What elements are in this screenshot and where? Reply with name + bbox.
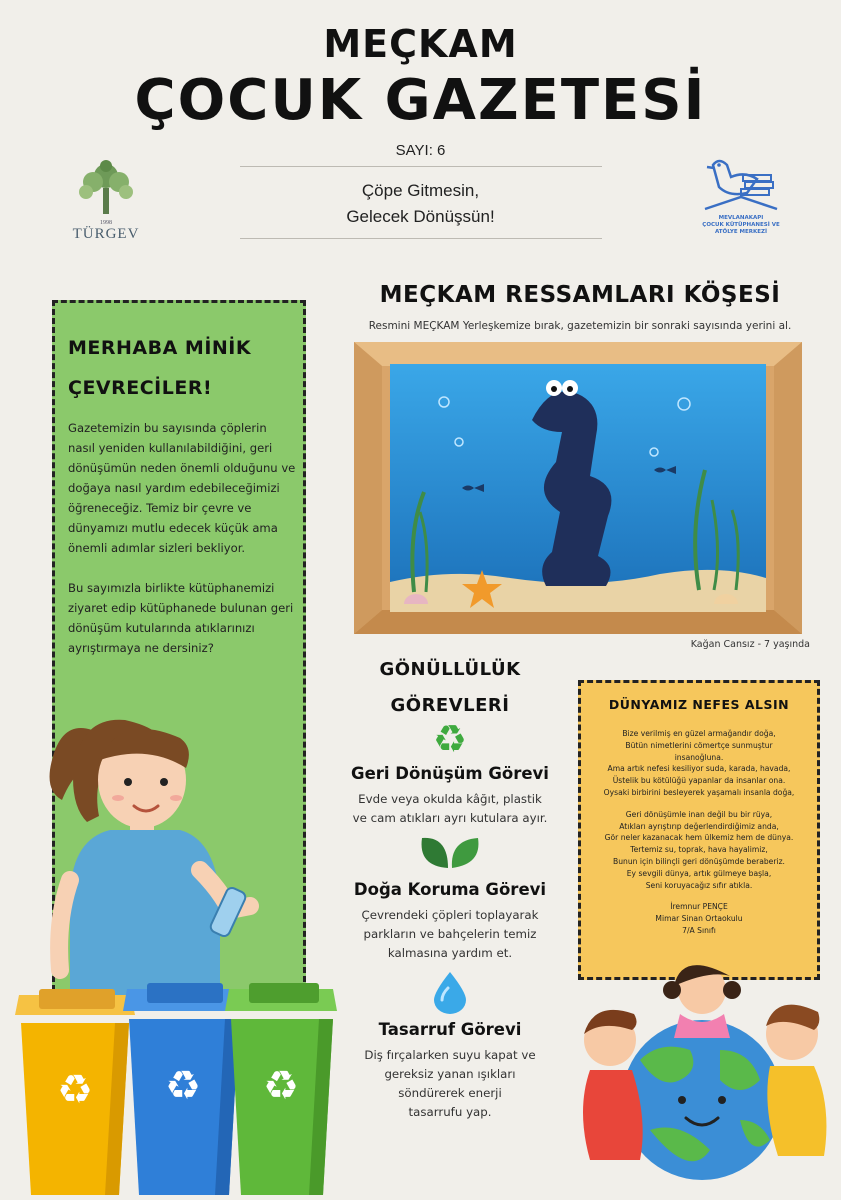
task-saving-title: Tasarruf Görevi <box>378 1020 522 1039</box>
library-name-line-1: MEVLANAKAPI <box>718 215 764 221</box>
recycle-icon: ♻ <box>263 1063 299 1109</box>
volunteer-title-line-2: GÖREVLERİ <box>390 695 510 716</box>
girl-illustration <box>30 700 260 1010</box>
task-recycling-line-2: ve cam atıkları ayrı kutulara ayır. <box>352 811 548 825</box>
library-name-line-2: ÇOCUK KÜTÜPHANESİ VE <box>702 222 780 228</box>
poem-stanza-1 <box>588 728 810 799</box>
library-name <box>695 215 787 236</box>
poem-line: Atıkları ayrıştırıp değerlendirdiğimiz anda, <box>619 821 779 831</box>
greeting-body <box>68 418 296 678</box>
poem-stanza-2 <box>588 809 810 892</box>
greeting-title <box>68 328 288 408</box>
greeting-paragraph-2: Bu sayımızla birlikte kütüphanemizi ziyaret edip kütüphanede bulunan geri dönüşüm kutularında atıklarınızı ayrıştırmaya ne dersiniz? <box>68 581 294 655</box>
poem-line: Üstelik bu kötülüğü yapanlar da insanlar ona. <box>612 776 786 786</box>
poem-line: insanoğluna. <box>674 752 724 762</box>
greeting-paragraph-1: Gazetemizin bu sayısında çöplerin nasıl yeniden kullanılabildiğini, geri dönüşümün neden önemli olduğunu ve doğaya nasıl yardım edebileceğimizi öğreneceğiz. Temiz bir çevre ve dünyamızı mutlu edecek küçük ama önemli adımlar sizleri bekliyor. <box>68 421 296 555</box>
recycle-icon: ♻ <box>165 1063 201 1109</box>
masthead-title-main: ÇOCUK GAZETESİ <box>134 68 707 133</box>
poem-line: Tertemiz su, toprak, hava hayalimiz, <box>630 845 768 855</box>
task-recycling-title: Geri Dönüşüm Görevi <box>351 764 549 783</box>
poem-author <box>588 901 810 936</box>
poem-line: Ama artık nefesi kesiliyor suda, karada, havada, <box>607 764 791 774</box>
poem-line: Ey sevgili dünya, artık gülmeye başla, <box>626 868 772 878</box>
turgev-name: TÜRGEV <box>72 226 140 242</box>
recycle-icon: ♻ <box>432 717 468 761</box>
task-nature-desc <box>320 906 580 963</box>
poem-line: Bize verilmiş en güzel armağandır doğa, <box>622 729 776 738</box>
turgev-year: 1998 <box>100 220 112 226</box>
task-saving-line-3: söndürerek enerji <box>398 1086 502 1100</box>
poem-line: Oysaki birbirini besleyerek yaşamalı insanla doğa, <box>603 787 795 797</box>
greeting-title-line-1: MERHABA MİNİK <box>68 337 252 359</box>
seagull-books-icon <box>695 155 787 211</box>
tree-icon <box>66 158 146 216</box>
masthead-title-top: MEÇKAM <box>323 22 518 66</box>
recycle-icon: ♻ <box>57 1067 93 1113</box>
poem-author-name: İremnur PENÇE <box>670 902 728 912</box>
task-nature-line-1: Çevrendeki çöpleri toplayarak <box>361 908 539 922</box>
poem-author-school: Mimar Sinan Ortaokulu <box>655 914 743 924</box>
task-nature-title: Doğa Koruma Görevi <box>353 880 547 899</box>
poem-line: Gör neler kazanacak hem ülkemiz hem de dünya. <box>604 833 794 843</box>
artists-title: MEÇKAM RESSAMLARI KÖŞESİ <box>379 282 781 308</box>
volunteer-title <box>330 652 570 724</box>
volunteer-title-line-1: GÖNÜLLÜLÜK <box>379 659 521 680</box>
top-divider <box>240 166 602 167</box>
slogan-line-2: Gelecek Dönüşsün! <box>346 207 495 226</box>
task-recycling-line-1: Evde veya okulda kâğıt, plastik <box>358 792 542 806</box>
task-saving-line-4: tasarrufu yap. <box>408 1105 492 1119</box>
poem-line: Bütün nimetlerini cömertçe sunmuştur <box>625 740 773 750</box>
task-saving-line-2: gereksiz yanan ışıkları <box>384 1067 516 1081</box>
poem-title: DÜNYAMIZ NEFES ALSIN <box>608 697 790 712</box>
task-saving-line-1: Diş fırçalarken suyu kapat ve <box>364 1048 536 1062</box>
issue-number: SAYI: 6 <box>395 142 446 159</box>
task-nature-line-3: kalmasına yardım et. <box>387 946 513 960</box>
greeting-title-line-2: ÇEVRECİLER! <box>68 377 213 399</box>
task-recycling-desc <box>320 790 580 828</box>
artwork-credit: Kağan Cansız - 7 yaşında <box>690 639 810 650</box>
turgev-logo <box>66 158 146 248</box>
recycling-bins <box>5 975 340 1200</box>
task-saving-desc <box>320 1046 580 1122</box>
artwork-frame <box>354 342 802 634</box>
slogan-line-1: Çöpe Gitmesin, <box>361 181 480 200</box>
task-nature-line-2: parkların ve bahçelerin temiz <box>363 927 537 941</box>
kids-earth-illustration <box>570 950 832 1190</box>
poem-body <box>588 728 810 937</box>
water-drop-icon <box>432 970 468 1016</box>
slogan <box>250 178 591 230</box>
bottom-divider <box>240 238 602 239</box>
library-name-line-3: ATÖLYE MERKEZİ <box>714 229 768 235</box>
leaves-icon <box>418 832 482 872</box>
poem-line: Seni koruyacağız sıfır atıkla. <box>645 880 753 890</box>
library-logo <box>695 155 787 245</box>
poem-line: Bunun için bilinçli geri dönüşümde beraberiz. <box>613 856 785 866</box>
poem-line: Geri dönüşümle inan değil bu bir rüya, <box>625 809 773 819</box>
artists-subtitle: Resmini MEÇKAM Yerleşkemize bırak, gazetemizin bir sonraki sayısında yerini al. <box>368 320 792 332</box>
poem-author-class: 7/A Sınıfı <box>682 925 716 935</box>
